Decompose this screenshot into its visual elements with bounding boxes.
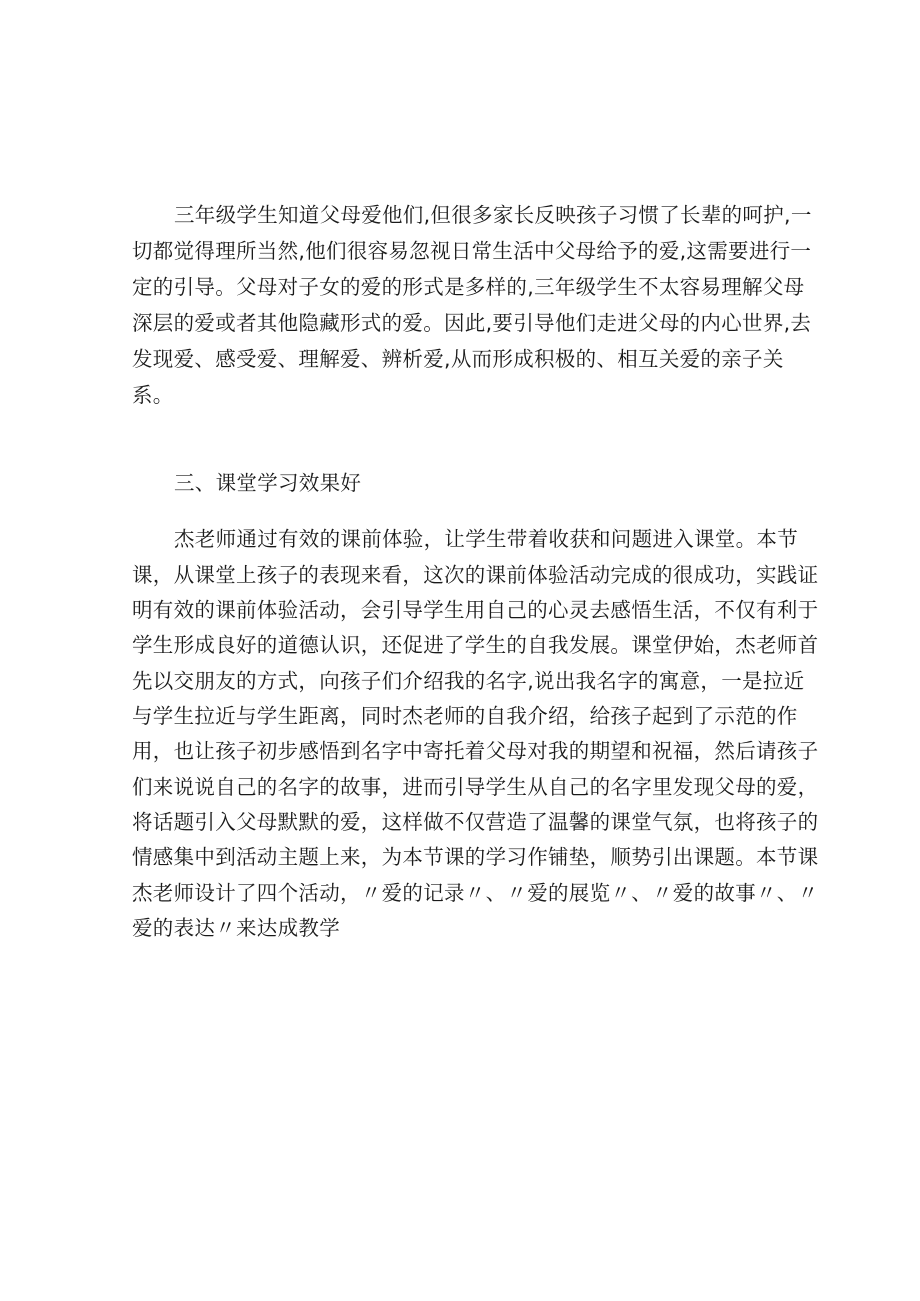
paragraph-line: 学生形成良好的道德认识，还促进了学生的自我发展。课堂伊始，杰老师首 <box>132 633 819 657</box>
paragraph-line: 课，从课堂上孩子的表现来看，这次的课前体验活动完成的很成功，实践证 <box>132 563 819 587</box>
paragraph-line: 杰老师通过有效的课前体验，让学生带着收获和问题进入课堂。本节 <box>174 527 798 551</box>
paragraph-line: 定的引导。父母对子女的爱的形式是多样的,三年级学生不太容易理解父母 <box>132 275 805 299</box>
paragraph-line: 情感集中到活动主题上来，为本节课的学习作铺垫，顺势引出课题。本节课 <box>132 845 819 869</box>
section-heading: 三、课堂学习效果好 <box>174 471 362 495</box>
paragraph-line: 系。 <box>132 383 174 407</box>
paragraph-line: 爱的表达〃来达成教学 <box>132 916 340 940</box>
paragraph-line: 深层的爱或者其他隐藏形式的爱。因此,要引导他们走进父母的内心世界,去 <box>132 311 812 335</box>
paragraph-line: 们来说说自己的名字的故事，进而引导学生从自己的名字里发现父母的爱， <box>132 775 819 799</box>
paragraph-line: 杰老师设计了四个活动，〃爱的记录〃、〃爱的展览〃、〃爱的故事〃、〃 <box>132 881 819 905</box>
paragraph-line: 与学生拉近与学生距离，同时杰老师的自我介绍，给孩子起到了示范的作 <box>132 704 798 728</box>
paragraph-line: 将话题引入父母默默的爱，这样做不仅营造了温馨的课堂气氛，也将孩子的 <box>132 810 819 834</box>
paragraph-line: 先以交朋友的方式，向孩子们介绍我的名字,说出我名字的寓意，一是拉近 <box>132 669 805 693</box>
paragraph-line: 发现爱、感受爱、理解爱、辨析爱,从而形成积极的、相互关爱的亲子关 <box>132 347 784 371</box>
paragraph-line: 明有效的课前体验活动，会引导学生用自己的心灵去感悟生活，不仅有利于 <box>132 598 819 622</box>
paragraph-line: 用，也让孩子初步感悟到名字中寄托着父母对我的期望和祝福，然后请孩子 <box>132 739 819 763</box>
paragraph-line: 切都觉得理所当然,他们很容易忽视日常生活中父母给予的爱,这需要进行一 <box>132 239 812 263</box>
paragraph-line: 三年级学生知道父母爱他们,但很多家长反映孩子习惯了长辈的呵护,一 <box>174 203 812 227</box>
